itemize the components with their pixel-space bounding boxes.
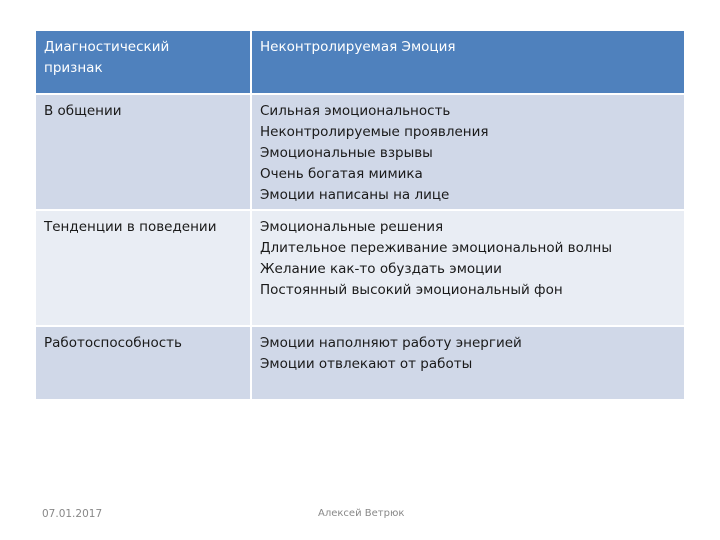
table-row-1-items [252,95,684,209]
list-item: Сильная эмоциональность [260,103,451,119]
list-item: Эмоции наполняют работу энергией [260,335,522,351]
list-item: Очень богатая мимика [260,166,423,182]
list-item: Желание как-то обуздать эмоции [260,261,502,277]
header-cell-feature [36,31,250,93]
list-item: Постоянный высокий эмоциональный фон [260,282,563,298]
list-item: Эмоциональные взрывы [260,145,433,161]
row-feature-label: Работоспособность [44,335,182,351]
row-feature-label: В общении [44,103,122,119]
footer-author: Алексей Ветрюк [318,508,405,519]
header-feature-text: Диагностический признак [44,39,170,76]
list-item: Эмоциональные решения [260,219,444,235]
table-row-2-feature [36,211,250,325]
header-emotion-text: Неконтролируемая Эмоция [260,39,456,55]
list-item: Длительное переживание эмоциональной волны [260,240,612,256]
table-row-2-items [252,211,684,325]
table-row-3-items [252,327,684,399]
header-cell-emotion [252,31,684,93]
table-row-1-feature [36,95,250,209]
footer-date: 07.01.2017 [42,508,103,520]
row-feature-label: Тенденции в поведении [44,219,217,235]
list-item: Эмоции отвлекают от работы [260,356,473,372]
table-row-3-feature [36,327,250,399]
diagnostic-table [36,31,684,399]
list-item: Эмоции написаны на лице [260,187,450,203]
list-item: Неконтролируемые проявления [260,124,489,140]
